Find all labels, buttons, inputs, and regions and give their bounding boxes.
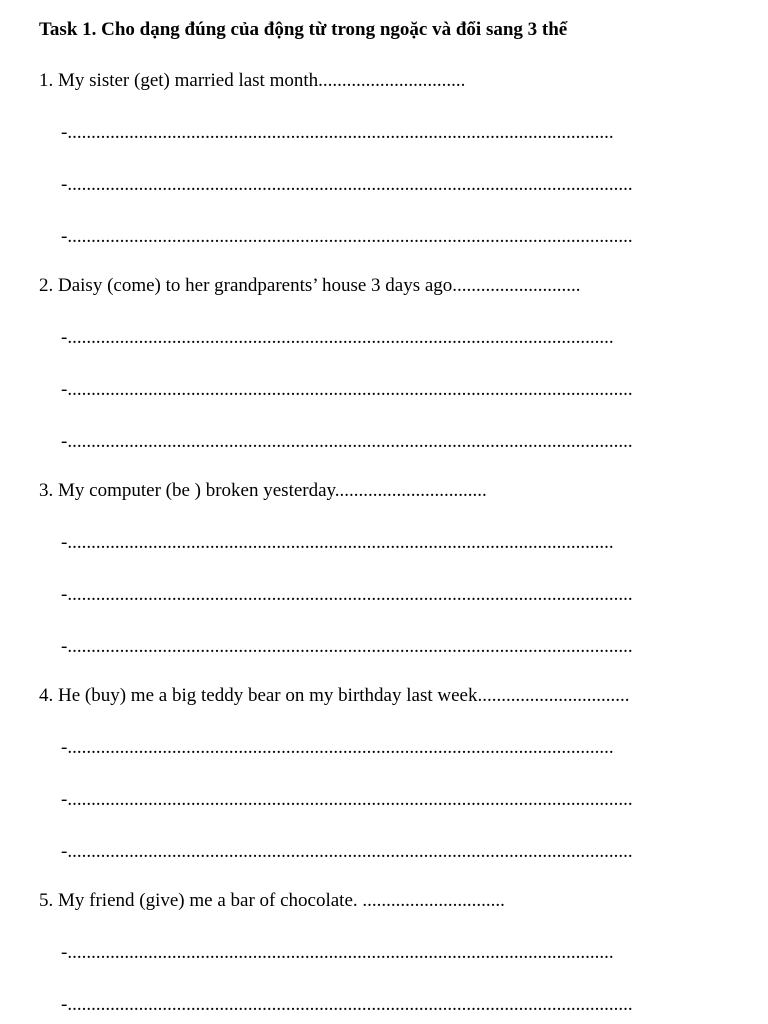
- question-4: 4. He (buy) me a big teddy bear on my birthday last week................................: [39, 685, 630, 706]
- answer-line-4-3: -.......................................................................................................................: [61, 841, 633, 862]
- answer-line-2-2: -.......................................................................................................................: [61, 379, 633, 400]
- answer-line-4-1: -...................................................................................................................: [61, 737, 614, 758]
- answer-line-2-1: -...................................................................................................................: [61, 327, 614, 348]
- answer-line-2-3: -.......................................................................................................................: [61, 431, 633, 452]
- answer-line-1-1: -...................................................................................................................: [61, 122, 614, 143]
- answer-line-3-2: -.......................................................................................................................: [61, 584, 633, 605]
- question-3: 3. My computer (be ) broken yesterday................................: [39, 480, 487, 501]
- answer-line-5-2: -.......................................................................................................................: [61, 994, 633, 1015]
- task-title: Task 1. Cho dạng đúng của động từ trong ngoặc và đổi sang 3 thể: [39, 19, 568, 40]
- answer-line-1-3: -.......................................................................................................................: [61, 226, 633, 247]
- answer-line-1-2: -.......................................................................................................................: [61, 174, 633, 195]
- answer-line-3-1: -...................................................................................................................: [61, 532, 614, 553]
- answer-line-5-1: -...................................................................................................................: [61, 942, 614, 963]
- answer-line-3-3: -.......................................................................................................................: [61, 636, 633, 657]
- question-5: 5. My friend (give) me a bar of chocolate. ..............................: [39, 890, 505, 911]
- question-1: 1. My sister (get) married last month...............................: [39, 70, 466, 91]
- question-2: 2. Daisy (come) to her grandparents’ house 3 days ago...........................: [39, 275, 581, 296]
- answer-line-4-2: -.......................................................................................................................: [61, 789, 633, 810]
